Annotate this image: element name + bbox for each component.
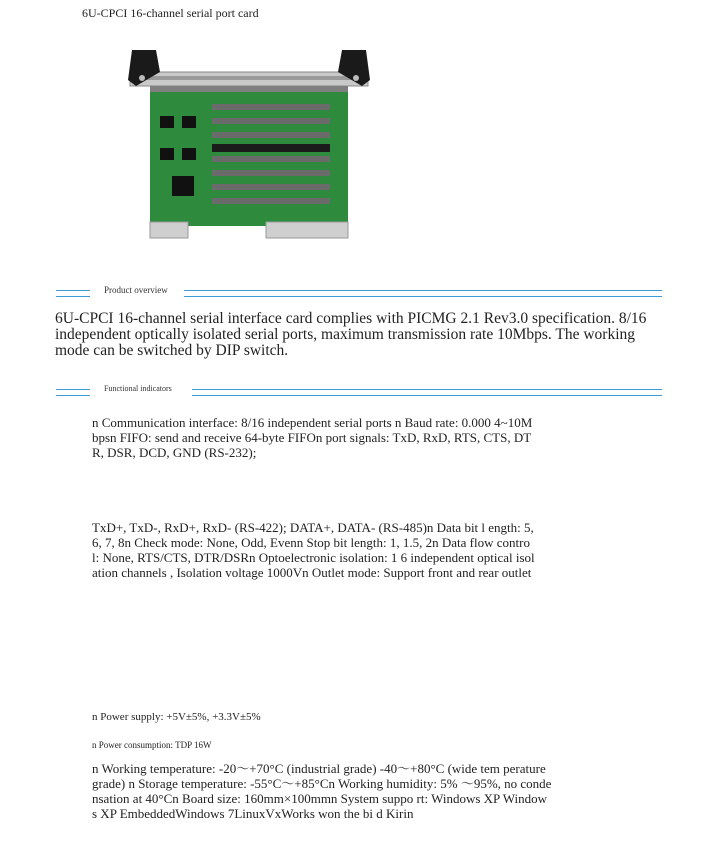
spec-paragraph: n Power supply: +5V±5%, +3.3V±5%: [92, 711, 261, 723]
section-label: Product overview: [104, 285, 168, 295]
section-label: Functional indicators: [104, 384, 172, 393]
page-title: 6U-CPCI 16-channel serial port card: [82, 6, 259, 20]
divider: [56, 389, 90, 396]
spec-paragraph: n Communication interface: 8/16 independent serial ports n Baud rate: 0.000 4~10Mbpsn FIFO: send and receive 64-byte FIFOn port signals: TxD, RxD, RTS, CTS, DTR, DSR, DCD, GND (RS-232);: [92, 415, 533, 460]
overview-text: 6U-CPCI 16-channel serial interface card complies with PICMG 2.1 Rev3.0 specification. 8/16 independent optically isolated serial ports, maximum transmission rate 10Mbps. The working mode can be switched by DIP switch.: [55, 310, 647, 359]
spec-paragraph: n Power consumption: TDP 16W: [92, 740, 212, 750]
spec-paragraph: TxD+, TxD-, RxD+, RxD- (RS-422); DATA+, DATA- (RS-485)n Data bit l ength: 5, 6, 7, 8n Check mode: None, Odd, Evenn Stop bit length: 1, 1.5, 2n Data flow control: None, RTS/CTS, DTR/DSRn Optoelectronic isolation: 1 6 independent optical isolation channels , Isolation voltage 1000Vn Outlet mode: Support front and rear outlet: [92, 520, 535, 580]
divider: [56, 290, 90, 297]
spec-paragraph: n Working temperature: -20～+70°C (industrial grade) -40～+80°C (wide tem perature grade) n Storage temperature: -55°C～+85°Cn Working humidity: 5% ～95%, no condensation at 40°Cn Board size: 160mm×100mmn System suppo rt: Windows XP Windows XP EmbeddedWindows 7LinuxVxWorks won the bi d Kirin: [92, 761, 552, 821]
section-header-functional: [56, 384, 662, 397]
divider: [192, 389, 662, 396]
divider: [184, 290, 662, 297]
section-header-overview: [56, 285, 662, 298]
product-photo: [126, 44, 372, 240]
